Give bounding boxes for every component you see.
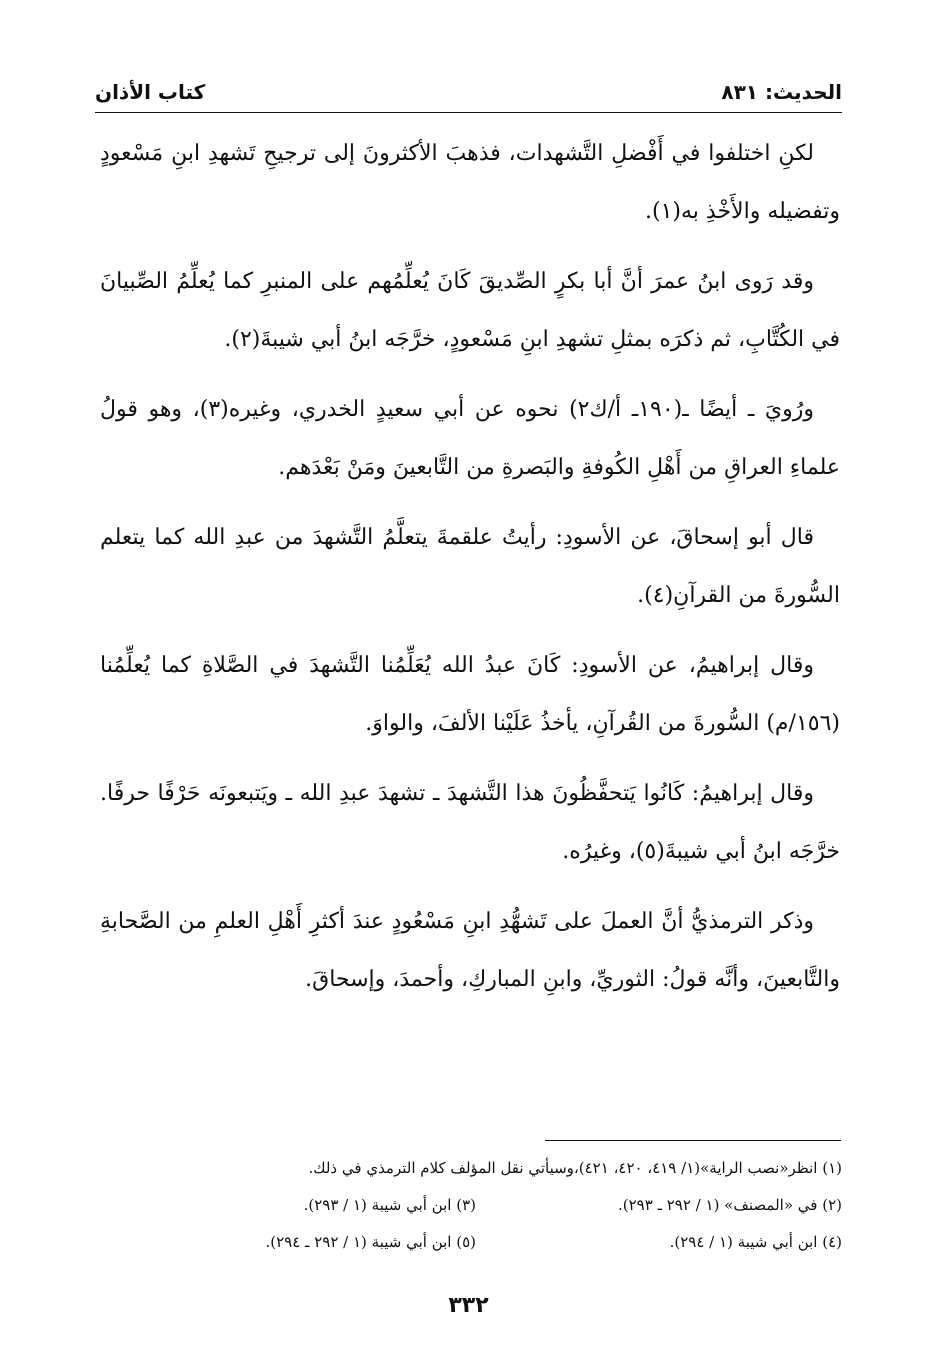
paragraph: وقال إبراهيمُ: كَانُوا يَتحفَّظُونَ هذا التَّشهدَ ـ تشهدَ عبدِ الله ـ ويَتبعونَه حَرْفًا حرفًا. خرَّجَه ابنُ أبي شيبةَ(٥)، وغيرُه.: [100, 781, 840, 864]
footnote-row: [110, 1224, 842, 1261]
main-text: [100, 125, 840, 1021]
footnote-1: (١) انظر«نصب الراية»(١/ ٤١٩، ٤٢٠، ٤٢١)،وسيأتي نقل المؤلف كلام الترمذي في ذلك.: [308, 1159, 842, 1177]
page-number: ٣٣٢: [448, 1293, 489, 1318]
footnote-divider: [545, 1140, 841, 1141]
paragraph: لكنِ اختلفوا في أَفْضلِ التَّشهدات، فذهبَ الأكثرونَ إلى ترجيحِ تَشهدِ ابنِ مَسْعودٍ وتفضيله والأَخْذِ به(١).: [100, 141, 840, 224]
footnote-2: (٢) في «المصنف» (١ / ٢٩٢ ـ ٢٩٣).: [618, 1196, 842, 1214]
paragraph: قال أبو إسحاقَ، عن الأسودِ: رأيتُ علقمةَ يتعلَّمُ التَّشهدَ من عبدِ الله كما يتعلم السُّورةَ من القرآنِ(٤).: [100, 525, 840, 608]
paragraph: وذكر الترمذيُّ أنَّ العملَ على تَشهُّدِ ابنِ مَسْعُودٍ عندَ أكثرِ أَهْلِ العلمِ من الصَّحابةِ والتَّابعينَ، وأنَّه قولُ: الثوريِّ، وابنِ المباركِ، وأحمدَ، وإسحاقَ.: [100, 909, 840, 992]
footnote-4: (٤) ابن أبي شيبة (١ / ٢٩٤).: [669, 1233, 842, 1251]
footnote-row: [110, 1187, 842, 1224]
running-header: [95, 74, 842, 110]
paragraph: ورُويَ ـ أيضًا ـ(١٩٠ـ أ/ك٢) نحوه عن أبي سعيدٍ الخدري، وغيره(٣)، وهو قولُ علماءِ العراقِ من أَهْلِ الكُوفةِ والبَصرةِ من التَّابعينَ ومَنْ بَعْدَهم.: [100, 397, 840, 480]
hadith-number-label: الحديث: ٨٣١: [721, 80, 842, 104]
paragraph: وقال إبراهيمُ، عن الأسودِ: كَانَ عبدُ الله يُعَلِّمُنا التَّشهدَ في الصَّلاةِ كما يُعلِّمُنا (١٥٦/م) السُّورةَ من القُرآنِ، يأخذُ عَلَيْنا الألفَ، والواوَ.: [100, 653, 840, 736]
footnote-3: (٣) ابن أبي شيبة (١ / ٢٩٣).: [303, 1196, 476, 1214]
paragraph: وقد رَوى ابنُ عمرَ أنَّ أبا بكرٍ الصِّديقَ كَانَ يُعلِّمُهم على المنبرِ كما يُعلِّمُ الصِّبيانَ في الكُتَّابِ، ثم ذكرَه بمثلِ تشهدِ ابنِ مَسْعودٍ، خرَّجَه ابنُ أبي شيبةَ(٢).: [100, 269, 840, 352]
header-divider: [95, 112, 842, 113]
footnote-5: (٥) ابن أبي شيبة (١ / ٢٩٢ ـ ٢٩٤).: [265, 1233, 476, 1251]
footnotes: [110, 1150, 842, 1261]
book-title: كتاب الأذان: [95, 80, 206, 104]
